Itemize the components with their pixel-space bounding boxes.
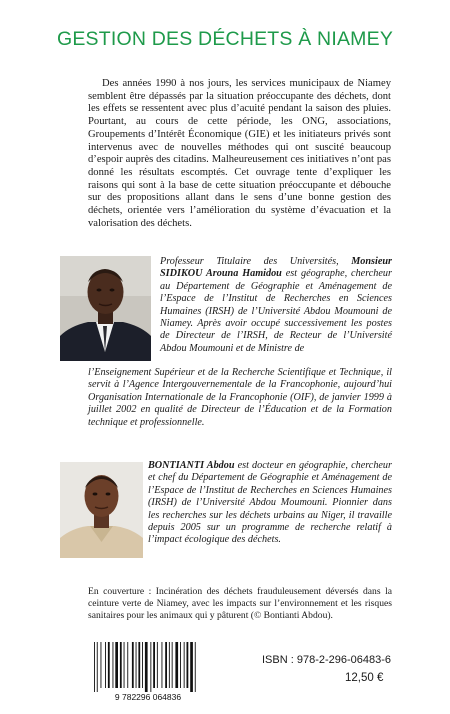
cover-caption: En couverture : Incinération des déchets frauduleusement déversés dans la ceinture verte de Niamey, avec les impacts sur l’environnement et les risques sanitaires pour les animaux qui y pâturent (© Bontianti Abdou). xyxy=(88,586,392,621)
author2-bio xyxy=(148,460,392,547)
barcode xyxy=(88,640,208,702)
book-title: GESTION DES DÉCHETS À NIAMEY xyxy=(56,28,394,50)
price: 12,50 € xyxy=(345,672,384,684)
back-cover-summary: Des années 1990 à nos jours, les services municipaux de Niamey semblent être dépassés par la situation préoccupante des déchets, dont les effets se ressentent avec plus d’acuité pendant la saison des pluies. Pourtant, au cours de cette période, les ONG, associations, Groupements d’Intérêt Économique (GIE) et les initiateurs privés sont intervenus avec de nouvelles méthodes qui ont suscité beaucoup d’espoir auprès des citadins. Malheureusement ces initiatives n’ont pas donné les résultats escomptés. Cet ouvrage tente d’expliquer les raisons qui sont à la base de cette situation préoccupante et débouche sur des propositions allant dans le sens d’une bonne gestion des déchets, orientée vers l’amélioration du système d’évacuation et la valorisation des déchets. xyxy=(88,78,391,229)
author2-bio-text: est docteur en géographie, chercheur et chef du Département de Géographie et Aménagement de l’Espace de l’Institut de Recherches en Sciences Humaines (IRSH) de l’Université Abdou Moumouni. Pionnier dans les recherches sur les déchets urbains au Niger, il travaille depuis 2005 sur un programme de recherche relatif à l’impact écologique des déchets. xyxy=(148,460,392,546)
author2-photo xyxy=(60,462,143,558)
author1-bio-bottom: l’Enseignement Supérieur et de la Recherche Scientifique et Technique, il servit à l’Agence Intergouvernementale de la Francophonie, aujourd’hui Organisation Internationale de la Francophonie (OIF), de janvier 1999 à juillet 2002 en qualité de Directeur de l’Éducation et de la Formation technique et professionnelle. xyxy=(88,367,392,428)
author1-bio-top xyxy=(160,256,392,355)
author1-bio-a: est géographe, chercheur au Département de Géographie et Aménagement de l’Espace de l’Institut de Recherches en Sciences Humaines (IRSH) de l’Université Abdou Moumouni de Niamey. Après avoir occupé successivement les postes de Directeur de l’IRSH, de Recteur de l’Université Abdou Moumouni et de Ministre de xyxy=(160,268,392,354)
isbn: ISBN : 978-2-296-06483-6 xyxy=(262,654,392,666)
author1-lead: Professeur Titulaire des Universités, xyxy=(160,256,352,267)
author1-photo xyxy=(60,256,151,361)
author2-name: BONTIANTI Abdou xyxy=(148,460,235,471)
author1-name: Monsieur SIDIKOU Arouna Hamidou xyxy=(160,256,392,280)
barcode-number: 9 782296 064836 xyxy=(114,692,182,702)
